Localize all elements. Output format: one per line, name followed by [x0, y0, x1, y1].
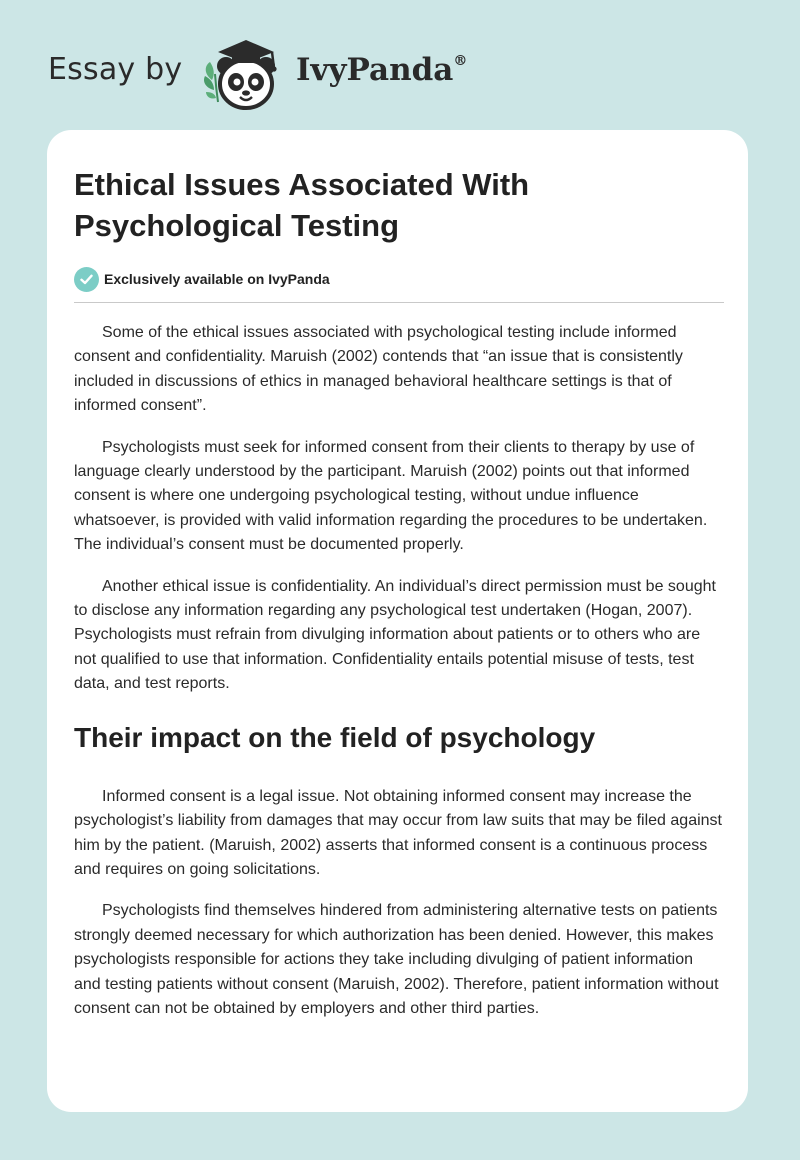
article-card	[47, 130, 748, 1112]
exclusive-badge	[74, 266, 724, 292]
article-title: Ethical Issues Associated With Psychological Testing	[74, 167, 530, 243]
exclusive-label: Exclusively available on IvyPanda	[104, 271, 330, 287]
section-heading: Their impact on the field of psychology	[74, 721, 596, 753]
paragraph: Psychologists must seek for informed consent from their clients to therapy by use of language clearly understood by the participant. Maruish (2002) points out that informed consent is where one undergoing psychological testing, without undue influence whatsoever, is provided with valid information regarding the procedures to be undertaken. The individual’s consent must be documented properly.	[74, 438, 708, 554]
article-content	[74, 164, 724, 1021]
paragraph: Informed consent is a legal issue. Not obtaining informed consent may increase the psychologist’s liability from damages that may occur from law suits that may be filed against him by the patient. (Maruish, 2002) asserts that informed consent is a continuous process and requires on going solicitations.	[74, 787, 722, 878]
panda-graduation-cap-icon[interactable]	[198, 30, 294, 112]
paragraph: Some of the ethical issues associated with psychological testing include informed consent and confidentiality. Maruish (2002) contends that “an issue that is consistently included in discussions of ethics in managed behavioral healthcare settings is that of informed consent”.	[74, 324, 683, 415]
paragraph: Another ethical issue is confidentiality. An individual’s direct permission must be sought to disclose any information regarding any psychological test undertaken (Hogan, 2007). Psychologists must refrain from divulging information about patients or to others who are not qualified to use that information. Confidentiality entails potential misuse of tests, test data, and test reports.	[74, 577, 716, 693]
check-circle-icon	[74, 267, 99, 292]
registered-mark: ®	[453, 52, 468, 69]
site-header	[0, 0, 800, 130]
essay-by-label: Essay by	[48, 52, 183, 87]
brand-name[interactable]: IvyPanda®	[296, 52, 468, 88]
paragraph: Psychologists find themselves hindered from administering alternative tests on patients strongly deemed necessary for which authorization has been denied. However, this makes psychologists responsible for actions they take including divulging of patient information and testing patients without consent (Maruish, 2002). Therefore, patient information without consent can not be obtained by employers and other third parties.	[74, 902, 719, 1017]
divider	[74, 302, 724, 303]
